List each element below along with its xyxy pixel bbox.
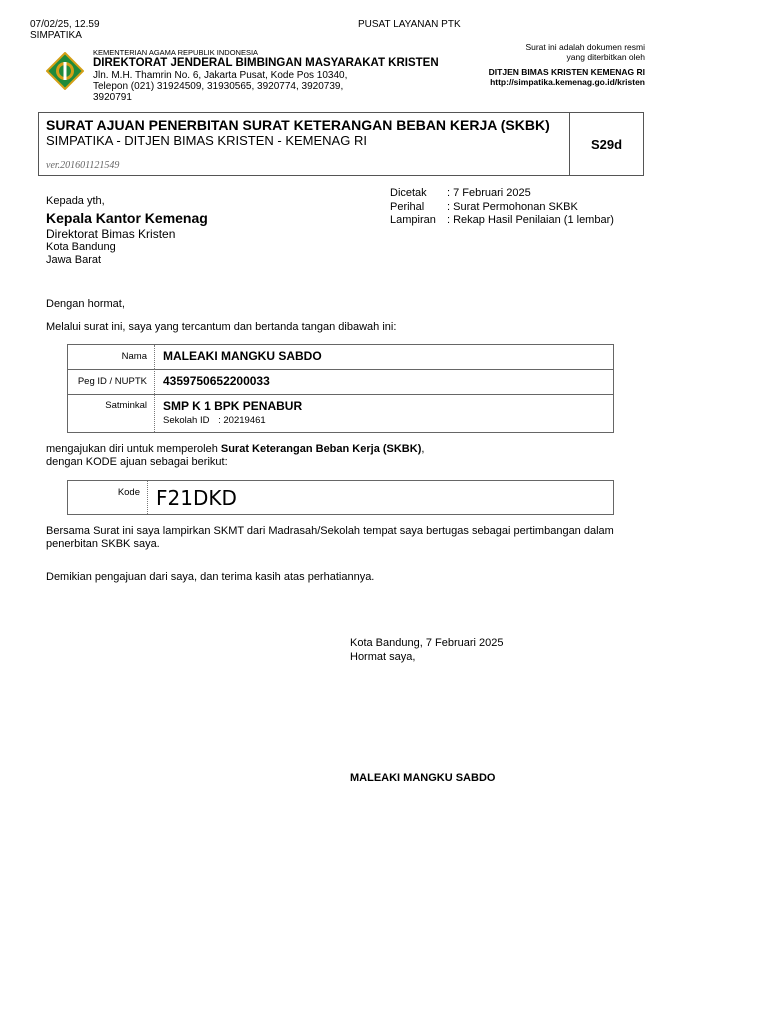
school-id-row: [163, 415, 266, 426]
document-version: ver.201601121549: [46, 160, 120, 171]
print-datetime: 07/02/25, 12.59: [30, 19, 100, 30]
subject-value: : Surat Permohonan SKBK: [447, 200, 578, 213]
code-label: Kode: [68, 481, 148, 514]
recipient-line-2: Kota Bandung: [46, 241, 116, 253]
document-code: S29d: [569, 113, 643, 175]
signature-place-date: Kota Bandung, 7 Februari 2025: [350, 637, 504, 649]
letterhead-right-note: [489, 42, 645, 87]
issuer-url: http://simpatika.kemenag.go.id/kristen: [490, 77, 645, 87]
print-center-title: PUSAT LAYANAN PTK: [358, 19, 461, 30]
letterhead: [93, 48, 439, 103]
identity-row-id: [68, 369, 613, 395]
address-line-1: Jln. M.H. Thamrin No. 6, Jakarta Pusat, Kode Pos 10340,: [93, 70, 348, 81]
subject-label: Perihal: [390, 200, 425, 213]
identity-row-name: [68, 345, 613, 370]
request-text: [46, 443, 424, 456]
name-value: MALEAKI MANGKU SABDO: [163, 349, 322, 363]
official-note-1: Surat ini adalah dokumen resmi: [525, 42, 645, 52]
name-label: Nama: [68, 345, 155, 369]
request-bold: Surat Keterangan Beban Kerja (SKBK): [220, 443, 422, 455]
issuer-org: DITJEN BIMAS KRISTEN KEMENAG RI: [488, 67, 645, 77]
attachment-label: Lampiran: [390, 214, 436, 226]
printed-label: Dicetak: [390, 187, 427, 199]
recipient-line-1: Direktorat Bimas Kristen: [46, 227, 176, 241]
signature-regards: Hormat saya,: [350, 651, 416, 663]
document-title: SURAT AJUAN PENERBITAN SURAT KETERANGAN BEBAN KERJA (SKBK): [46, 117, 550, 133]
recipient-block: [46, 195, 208, 267]
id-value: 4359750652200033: [163, 374, 270, 388]
request-suffix: ,: [421, 443, 425, 455]
directorate-name: DIREKTORAT JENDERAL BIMBINGAN MASYARAKAT KRISTEN: [93, 57, 439, 69]
ministry-logo-icon: [46, 52, 84, 90]
document-title-box: [38, 112, 644, 176]
request-line-2: dengan KODE ajuan sebagai berikut:: [46, 456, 228, 468]
code-box: [67, 480, 614, 515]
address-line-2: Telepon (021) 31924509, 31930565, 3920774, 3920739,: [93, 81, 344, 92]
letter-meta: [390, 187, 614, 228]
closing-text: Demikian pengajuan dari saya, dan terima kasih atas perhatiannya.: [46, 571, 375, 583]
recipient-name: Kepala Kantor Kemenag: [46, 210, 208, 226]
school-id-label: Sekolah ID: [163, 415, 210, 426]
ministry-name: KEMENTERIAN AGAMA REPUBLIK INDONESIA: [93, 48, 259, 57]
id-label: Peg ID / NUPTK: [68, 369, 155, 394]
recipient-greeting: Kepada yth,: [46, 195, 105, 207]
school-label: Satminkal: [68, 394, 155, 432]
print-app-name: SIMPATIKA: [30, 30, 82, 41]
salutation: Dengan hormat,: [46, 298, 125, 310]
attachment-paragraph: Bersama Surat ini saya lampirkan SKMT dari Madrasah/Sekolah tempat saya bertugas sebagai pertimbangan dalam penerbitan SKBK saya.: [46, 525, 614, 550]
recipient-line-3: Jawa Barat: [46, 254, 102, 266]
address-line-3: 3920791: [93, 92, 132, 103]
code-value: F21DKD: [156, 486, 237, 510]
official-note-2: yang diterbitkan oleh: [566, 52, 645, 62]
request-prefix: mengajukan diri untuk memperoleh: [46, 443, 221, 455]
identity-table: [67, 344, 614, 433]
document-subtitle: SIMPATIKA - DITJEN BIMAS KRISTEN - KEMENAG RI: [46, 133, 367, 148]
identity-row-school: [68, 394, 613, 432]
intro-text: Melalui surat ini, saya yang tercantum dan bertanda tangan dibawah ini:: [46, 321, 397, 333]
printed-value: : 7 Februari 2025: [447, 187, 531, 199]
school-value: SMP K 1 BPK PENABUR: [163, 399, 303, 413]
signature-name: MALEAKI MANGKU SABDO: [350, 772, 496, 784]
school-id-value: : 20219461: [218, 415, 266, 426]
attachment-value: : Rekap Hasil Penilaian (1 lembar): [447, 214, 614, 226]
